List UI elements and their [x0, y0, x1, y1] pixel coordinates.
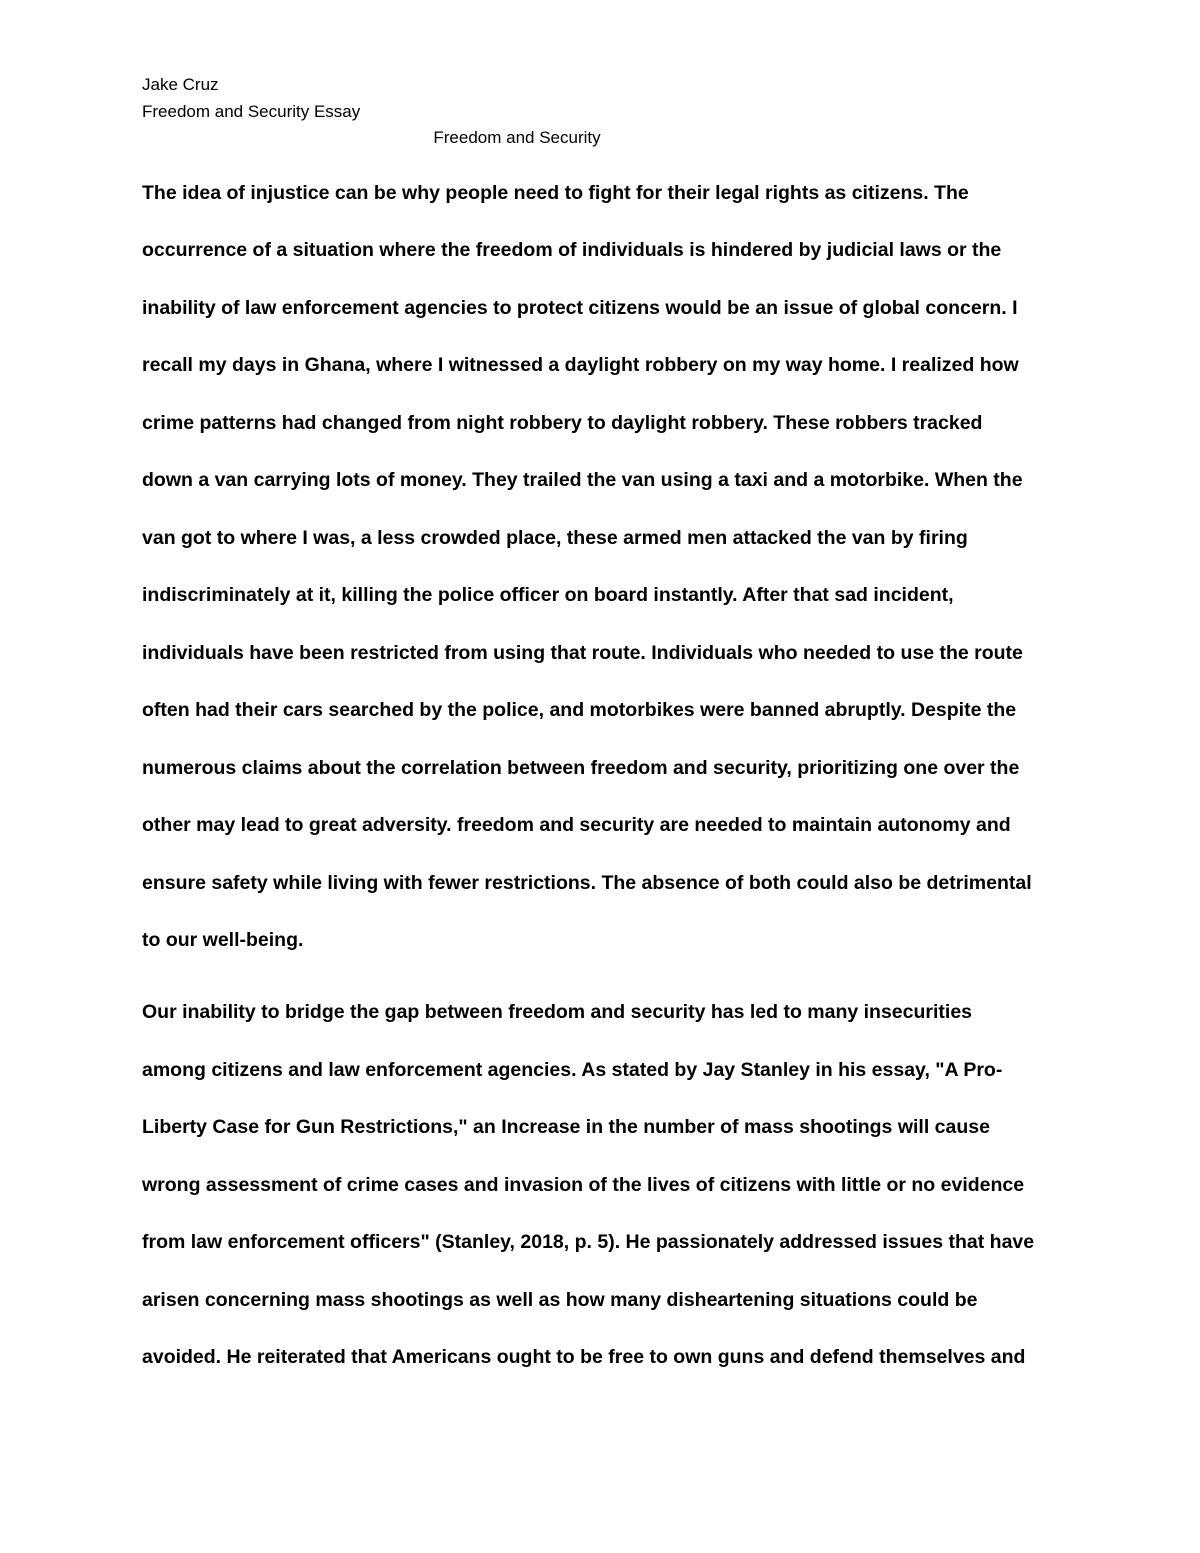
- essay-title: Freedom and Security: [433, 128, 601, 147]
- paragraph-1-line: crime patterns had changed from night robbery to daylight robbery. These robbers tracked: [142, 412, 983, 434]
- paragraph-1-line: indiscriminately at it, killing the police officer on board instantly. After that sad incident,: [142, 584, 954, 606]
- paragraph-2-line: Liberty Case for Gun Restrictions," an Increase in the number of mass shootings will cause: [142, 1116, 990, 1138]
- paragraph-1-line: other may lead to great adversity. freedom and security are needed to maintain autonomy and: [142, 814, 1011, 836]
- paragraph-1-line: often had their cars searched by the police, and motorbikes were banned abruptly. Despite the: [142, 699, 1017, 721]
- paragraph-1-line: occurrence of a situation where the freedom of individuals is hindered by judicial laws or the: [142, 239, 1002, 261]
- paragraph-1-line: down a van carrying lots of money. They trailed the van using a taxi and a motorbike. When the: [142, 469, 1023, 491]
- paragraph-1-line: van got to where I was, a less crowded place, these armed men attacked the van by firing: [142, 527, 968, 549]
- paragraph-1-line: numerous claims about the correlation between freedom and security, prioritizing one over the: [142, 757, 1020, 779]
- paragraph-1-line: inability of law enforcement agencies to protect citizens would be an issue of global concern. I: [142, 297, 1018, 319]
- paragraph-2-line: avoided. He reiterated that Americans ought to be free to own guns and defend themselves and: [142, 1346, 1026, 1368]
- paragraph-1-line: ensure safety while living with fewer restrictions. The absence of both could also be detrimental: [142, 872, 1032, 894]
- paragraph-1-line: to our well-being.: [142, 929, 304, 951]
- course-title: Freedom and Security Essay: [142, 102, 361, 121]
- paragraph-2-line: among citizens and law enforcement agencies. As stated by Jay Stanley in his essay, "A Pro-: [142, 1059, 1003, 1081]
- paragraph-1-line: The idea of injustice can be why people need to fight for their legal rights as citizens. The: [142, 182, 969, 204]
- paragraph-2-line: from law enforcement officers" (Stanley, 2018, p. 5). He passionately addressed issues that have: [142, 1231, 1035, 1253]
- paragraph-2-line: wrong assessment of crime cases and invasion of the lives of citizens with little or no evidence: [142, 1174, 1025, 1196]
- paragraph-1-line: individuals have been restricted from using that route. Individuals who needed to use the route: [142, 642, 1023, 664]
- paragraph-2-line: Our inability to bridge the gap between freedom and security has led to many insecurities: [142, 1001, 973, 1023]
- paragraph-1-line: recall my days in Ghana, where I witnessed a daylight robbery on my way home. I realized how: [142, 354, 1019, 376]
- paragraph-2-line: arisen concerning mass shootings as well as how many disheartening situations could be: [142, 1289, 978, 1311]
- author-name: Jake Cruz: [142, 75, 219, 94]
